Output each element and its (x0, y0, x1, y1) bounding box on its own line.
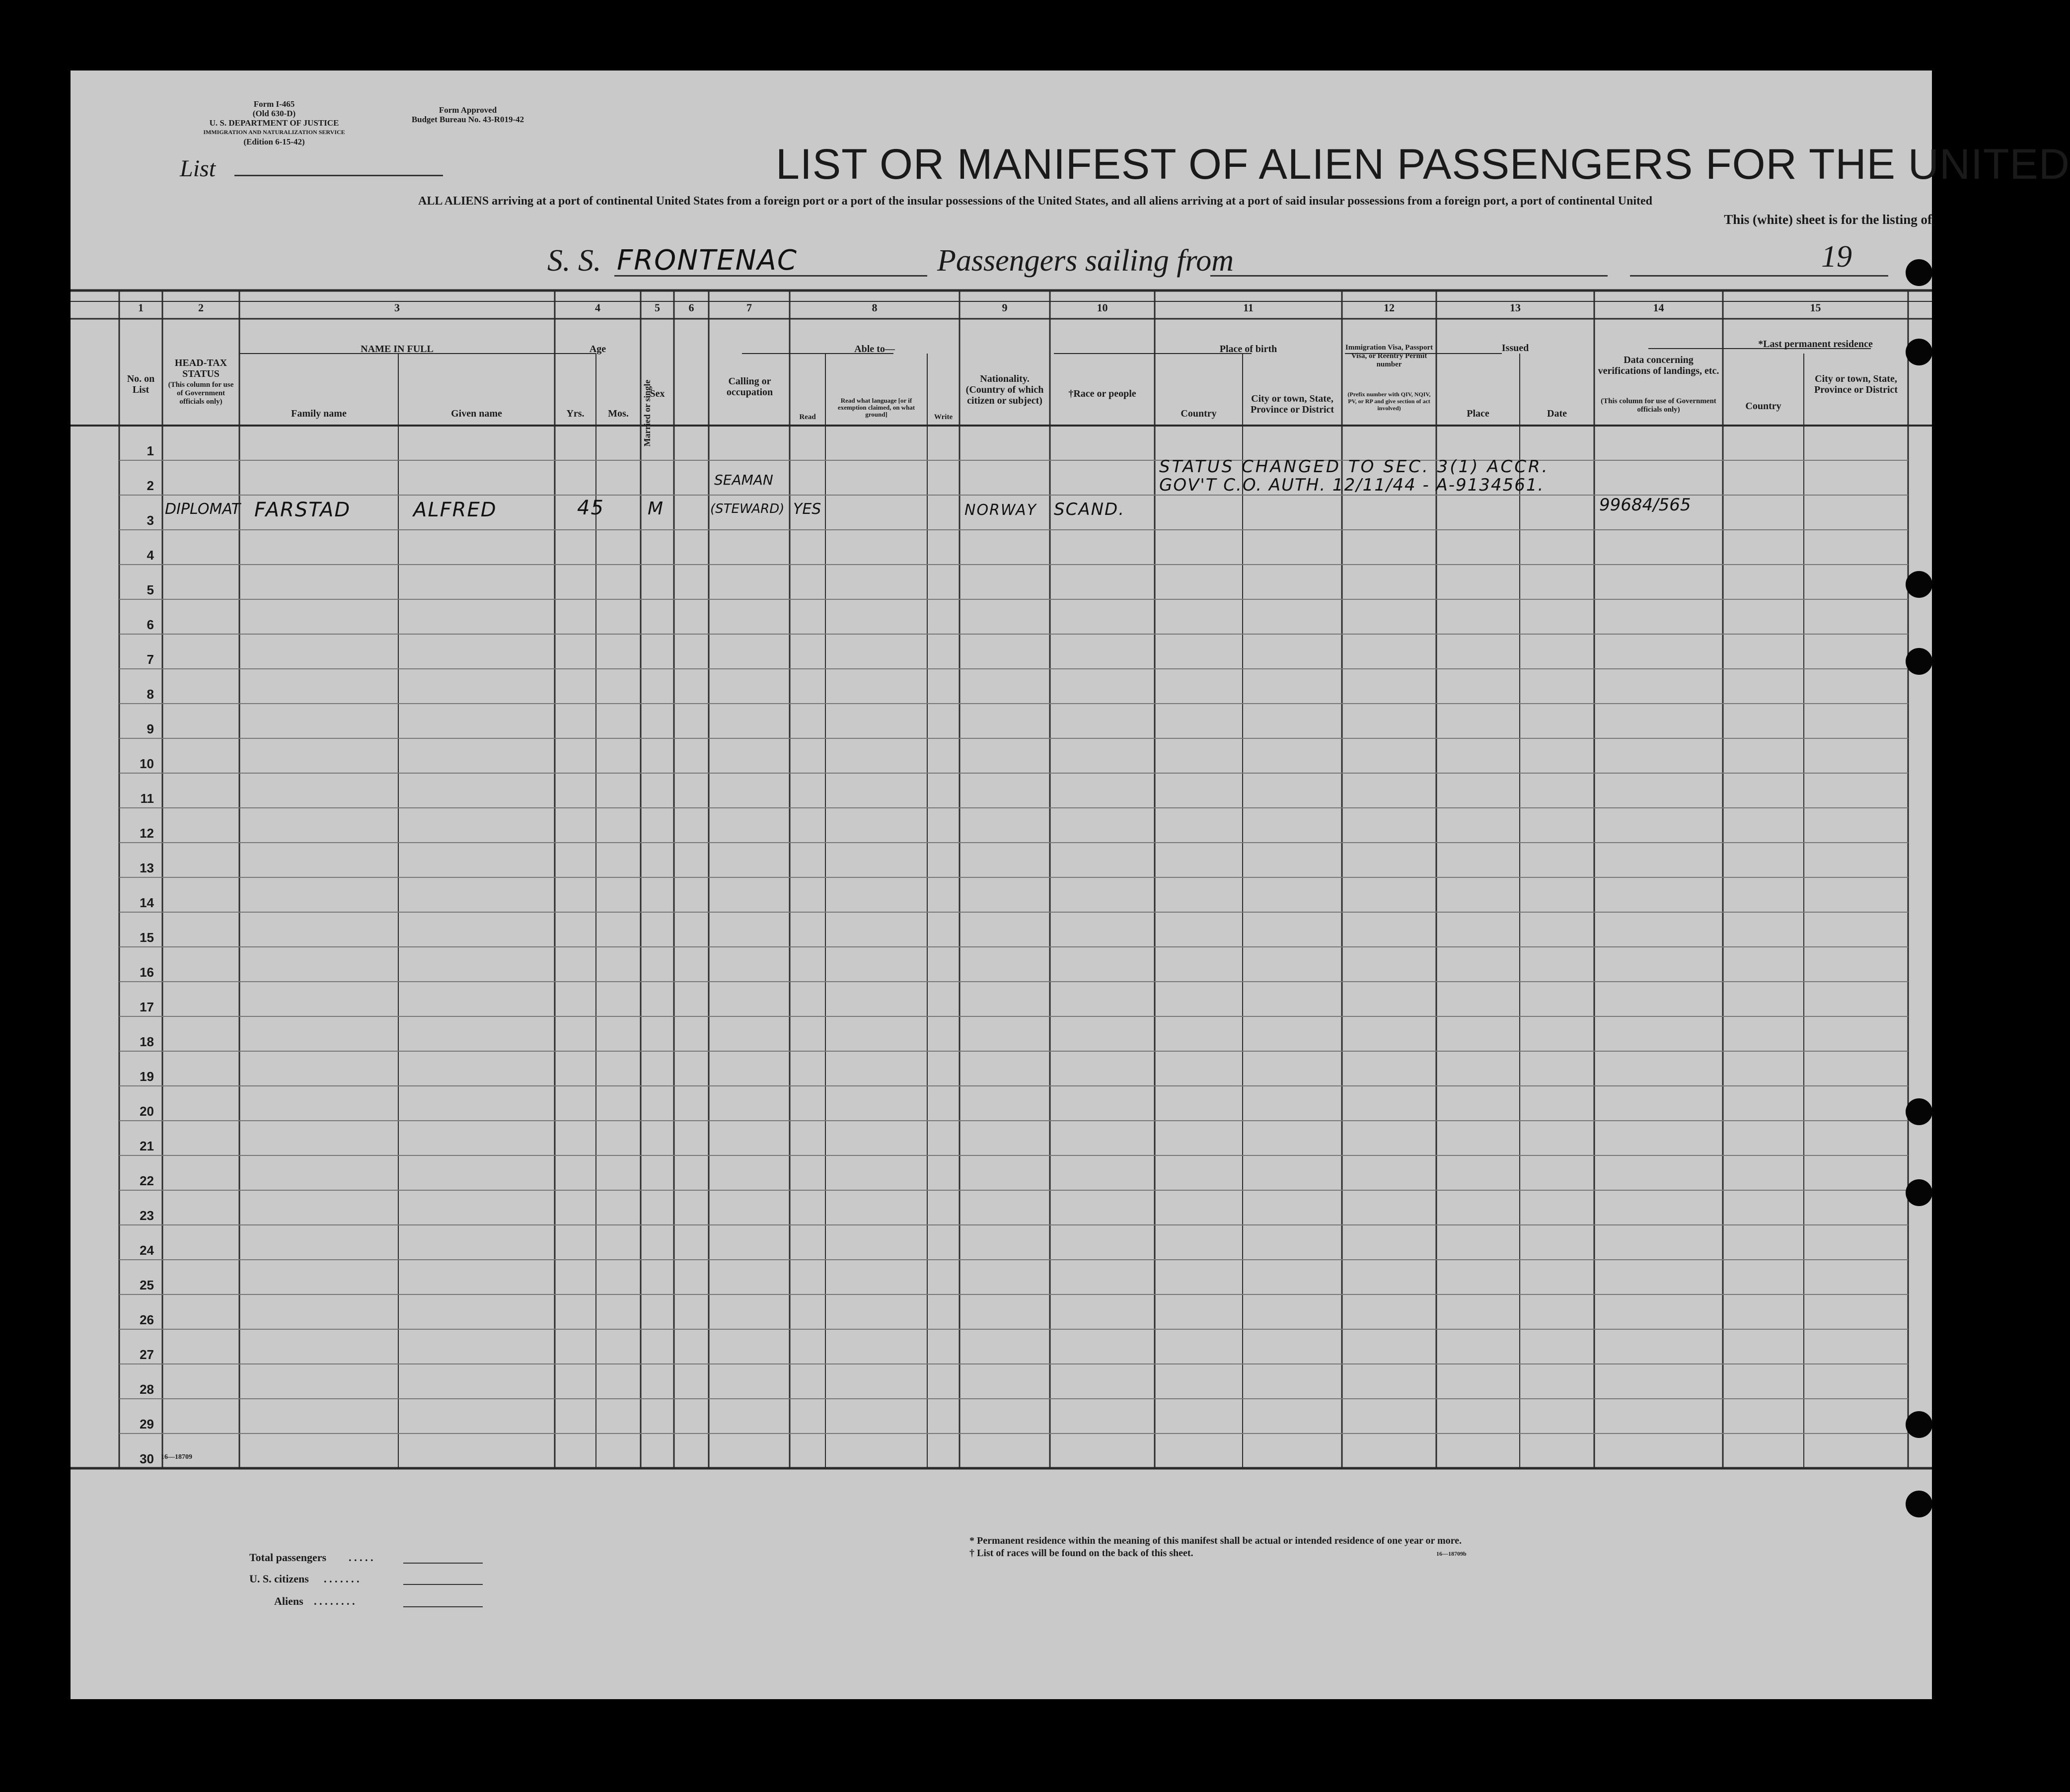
header-able-to: Able to— (854, 344, 895, 355)
row-number: 22 (140, 1173, 154, 1188)
total-passengers-field[interactable] (403, 1563, 483, 1564)
header-age-yrs: Yrs. (566, 408, 585, 419)
row-number: 7 (147, 652, 154, 667)
row-number: 1 (147, 443, 154, 458)
col-num-1: 1 (138, 301, 144, 314)
header-read-language: Read what language [or if exemption claimed, on what ground] (837, 397, 915, 418)
department-name: U. S. DEPARTMENT OF JUSTICE (209, 118, 339, 128)
entry-nationality: NORWAY (964, 502, 1037, 519)
manifest-title: LIST OR MANIFEST OF ALIEN PASSENGERS FOR THE UNITED (776, 141, 2070, 188)
print-code: 16—18709 (161, 1453, 192, 1461)
row-number: 8 (147, 687, 154, 702)
header-issued-place: Place (1467, 408, 1489, 419)
row-number: 17 (140, 1000, 154, 1014)
header-race: †Race or people (1068, 388, 1136, 399)
col-num-14: 14 (1653, 301, 1664, 314)
row-number: 6 (147, 617, 154, 632)
row-number: 30 (140, 1451, 154, 1466)
header-issued-date: Date (1547, 408, 1567, 419)
footer-total-passengers: Total passengers (249, 1551, 327, 1564)
footer-note-permanent-residence: * Permanent residence within the meaning of this manifest shall be actual or intended residence of one year or more. (969, 1535, 1462, 1546)
list-label: List (180, 155, 216, 182)
header-given-name: Given name (451, 408, 502, 419)
header-visa-note: (Prefix number with QIV, NQIV, PV, or RP and give section of act involved) (1347, 391, 1431, 412)
binder-hole (1906, 339, 1932, 365)
row-number: 4 (147, 548, 154, 563)
header-sex: Sex (650, 388, 665, 399)
col-num-5: 5 (655, 301, 660, 314)
service-name: IMMIGRATION AND NATURALIZATION SERVICE (203, 129, 345, 136)
binder-hole (1906, 1179, 1932, 1206)
col-num-9: 9 (1002, 301, 1008, 314)
manifest-grid (71, 71, 1932, 1699)
binder-hole (1906, 1491, 1932, 1517)
col-num-13: 13 (1510, 301, 1521, 314)
col-num-2: 2 (198, 301, 204, 314)
row-number: 9 (147, 721, 154, 736)
row-number: 20 (140, 1104, 154, 1119)
header-head-tax: HEAD-TAX STATUS (174, 358, 227, 379)
binder-hole (1906, 571, 1932, 598)
row-number: 18 (140, 1034, 154, 1049)
header-data-note: (This column for use of Government officials only) (1601, 397, 1716, 414)
row-number: 25 (140, 1278, 154, 1292)
header-last-residence: *Last permanent residence (1758, 339, 1873, 350)
entry-landing-data: 99684/565 (1599, 495, 1691, 515)
entry-sex: M (648, 499, 665, 519)
footer-us-citizens: U. S. citizens (249, 1573, 309, 1585)
row-number: 24 (140, 1243, 154, 1258)
aliens-field[interactable] (403, 1606, 483, 1607)
header-birth-city: City or town, State, Province or District (1250, 393, 1334, 415)
row-number: 16 (140, 965, 154, 980)
binder-hole (1906, 1098, 1932, 1125)
sailing-label: Passengers sailing from (937, 244, 1234, 278)
header-residence-city: City or town, State, Province or District (1814, 373, 1898, 395)
row-number: 28 (140, 1382, 154, 1397)
header-data-concerning: Data concerning verifications of landings, etc. (1598, 355, 1719, 376)
entry-status-note-line-1: STATUS CHANGED TO SEC. 3(1) ACCR. (1159, 457, 1550, 477)
row-number: 10 (140, 756, 154, 771)
entry-occupation-line-1: SEAMAN (714, 472, 773, 488)
old-form-number: (Old 630-D) (252, 109, 296, 118)
footer-note-races: † List of races will be found on the back of this sheet. (969, 1548, 1193, 1559)
ship-name: FRONTENAC (617, 244, 798, 277)
col-num-6: 6 (688, 301, 694, 314)
header-place-of-birth: Place of birth (1219, 344, 1277, 355)
us-citizens-field[interactable] (403, 1584, 483, 1585)
manifest-sheet (71, 71, 2070, 1699)
footer-aliens: Aliens (274, 1595, 303, 1607)
row-number: 26 (140, 1312, 154, 1327)
header-birth-country: Country (1181, 408, 1217, 419)
footer-total-dots: . . . . . (349, 1551, 373, 1564)
header-no-on-list: No. on List (127, 373, 155, 395)
edition: (Edition 6-15-42) (243, 137, 305, 146)
binder-hole (1906, 648, 1932, 675)
entry-family-name: FARSTAD (254, 499, 351, 521)
header-married: Married or single (642, 379, 652, 447)
header-family-name: Family name (291, 408, 347, 419)
binder-hole (1906, 1411, 1932, 1438)
row-number: 27 (140, 1347, 154, 1362)
header-head-tax-note: (This column for use of Government officials only) (168, 381, 234, 406)
row-number: 23 (140, 1208, 154, 1223)
header-visa: Immigration Visa, Passport Visa, or Reentry Permit number (1345, 344, 1433, 368)
header-write: Write (934, 413, 953, 421)
entry-head-tax: DIPLOMAT (165, 501, 240, 518)
entry-given-name: ALFRED (413, 499, 497, 521)
year-prefix: 19 (1821, 240, 1852, 274)
row-number: 11 (140, 791, 154, 806)
header-age: Age (589, 344, 606, 355)
col-num-7: 7 (746, 301, 752, 314)
entry-occupation-line-2: (STEWARD) (710, 502, 785, 516)
entry-status-note-line-2: GOV'T C.O. AUTH. 12/11/44 - A-9134561. (1159, 475, 1545, 495)
col-num-11: 11 (1243, 301, 1254, 314)
header-nationality: Nationality. (Country of which citizen or subject) (965, 373, 1044, 406)
binder-hole (1906, 259, 1932, 286)
header-read: Read (799, 413, 816, 421)
row-number: 3 (147, 513, 154, 528)
col-num-10: 10 (1097, 301, 1108, 314)
row-number: 21 (140, 1139, 154, 1153)
budget-number: Budget Bureau No. 43-R019-42 (411, 115, 524, 124)
entry-read: YES (793, 501, 821, 518)
entry-age-years: 45 (577, 497, 604, 519)
col-num-3: 3 (394, 301, 400, 314)
row-number: 15 (140, 930, 154, 945)
row-number: 14 (140, 895, 154, 910)
col-num-4: 4 (595, 301, 600, 314)
header-age-mos: Mos. (608, 408, 629, 419)
subtitle-line-1: ALL ALIENS arriving at a port of continental United States from a foreign port or a port of the insular possessions of the United States, and all aliens arriving at a port of said insular possessions from a foreign port, a port of continental United (418, 195, 1652, 208)
header-issued: Issued (1501, 343, 1529, 354)
row-number: 5 (147, 582, 154, 597)
row-number: 12 (140, 826, 154, 841)
header-residence-country: Country (1745, 401, 1781, 412)
header-name-in-full: NAME IN FULL (361, 344, 434, 355)
footer-aliens-dots: . . . . . . . . (314, 1595, 355, 1607)
footer-citizens-dots: . . . . . . . (324, 1573, 360, 1585)
col-num-15: 15 (1810, 301, 1821, 314)
col-num-8: 8 (872, 301, 878, 314)
row-number: 2 (147, 478, 154, 493)
row-number: 13 (140, 860, 154, 875)
col-num-12: 12 (1384, 301, 1395, 314)
header-calling: Calling or occupation (726, 376, 773, 398)
row-number: 19 (140, 1069, 154, 1084)
form-number: Form I-465 (253, 99, 295, 109)
entry-race: SCAND. (1054, 500, 1125, 519)
footer-code: 16—18709b (1436, 1550, 1467, 1557)
subtitle-line-2: This (white) sheet is for the listing of (1724, 212, 1932, 227)
form-approved: Form Approved (439, 105, 497, 115)
ship-prefix: S. S. (547, 244, 601, 278)
row-number: 29 (140, 1417, 154, 1432)
